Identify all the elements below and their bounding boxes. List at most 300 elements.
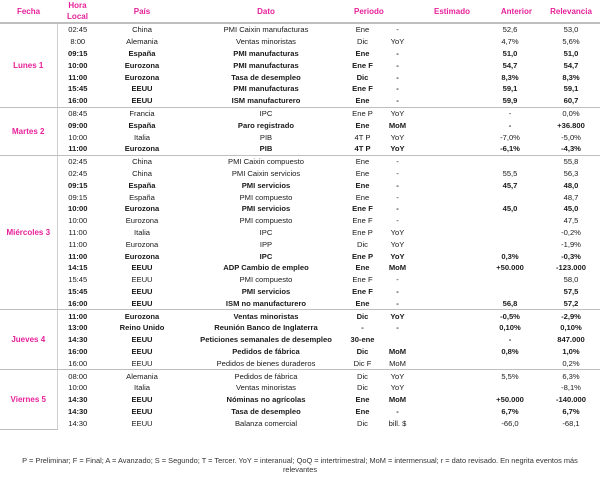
cell-previous: +36.800 [557,120,585,130]
cell-country: Eurozona [125,239,159,249]
cell-indicator: PMI servicios [241,286,291,296]
cell-previous: 6,3% [542,370,600,382]
table-row [0,179,600,191]
cell-unit: YoY [390,383,405,393]
cell-unit: - [396,298,399,308]
cell-unit-extra [416,310,478,322]
cell-unit: MoM [388,120,407,130]
cell-unit-extra [416,238,478,250]
cell-estimate [478,227,542,239]
cell-unit-extra [416,370,478,382]
cell-previous: 0,2% [562,358,580,368]
cell-unit: - [396,168,399,178]
cell-previous: 54,7 [563,60,579,70]
table-row [0,227,600,239]
cell-country: Eurozona [125,216,159,226]
cell-period: Ene [355,395,370,405]
cell-time: 10:00 [68,204,88,214]
cell-unit-extra [416,191,478,203]
cell-indicator: PMI manufacturas [233,60,299,70]
cell-unit-extra [416,394,478,406]
cell-previous: -68,1 [562,418,580,428]
cell-period: Ene F [352,275,373,285]
cell-time: 14:15 [68,263,88,273]
cell-previous: 53,0 [542,23,600,36]
cell-unit: - [396,406,399,416]
cell-estimate: 55,5 [502,168,518,178]
cell-estimate [478,155,542,167]
cell-country: China [98,155,186,167]
cell-country: China [132,168,152,178]
cell-country: EEUU [131,263,153,273]
cell-indicator: ISM no manufacturero [225,298,307,308]
cell-estimate [478,382,542,394]
cell-time: 08:45 [57,107,98,119]
cell-time: 14:30 [68,406,88,416]
cell-period: Dic F [353,358,372,368]
cell-country: EEUU [131,275,153,285]
cell-period: Ene [355,96,370,106]
cell-period: Ene P [346,107,379,119]
table-row [0,143,600,155]
cell-period: Ene F [352,60,373,70]
cell-unit-extra [416,286,478,298]
cell-period: Ene [355,192,370,202]
cell-unit-extra [416,59,478,71]
cell-country: EEUU [131,406,153,416]
table-row [0,36,600,48]
cell-period: Dic [356,72,369,82]
cell-country: EEUU [131,418,153,428]
cell-estimate: 5,5% [478,370,542,382]
cell-time: 15:45 [68,84,88,94]
cell-unit: - [396,192,399,202]
cell-period: Ene F [352,204,373,214]
cell-estimate: 0,8% [501,346,519,356]
table-row [0,71,600,83]
cell-period: 4T P [354,144,371,154]
table-row [0,83,600,95]
cell-indicator: IPC [259,227,273,237]
cell-indicator: Ventas minoristas [236,37,296,47]
cell-indicator: Pedidos de fábrica [232,346,300,356]
cell-previous: 5,6% [562,37,580,47]
cell-indicator: PMI Caixin servicios [231,168,301,178]
cell-unit: MoM [388,395,407,405]
cell-period: Ene [346,155,379,167]
legend-note: P = Preliminar; F = Final; A = Avanzado; S = Segundo; T = Tercer. YoY = interanual; QoQ = intertrimestral; MoM = intermensual; r = dato revisado. En negrita eventos más relevantes [22,456,578,474]
cell-unit-extra [416,131,478,143]
cell-time: 10:00 [68,60,88,70]
cell-indicator: Paro registrado [237,120,295,130]
cell-time: 09:15 [68,192,88,202]
cell-unit-extra [416,203,478,215]
table-row [0,334,600,346]
cell-previous: 48,7 [563,192,579,202]
cell-unit-extra [416,357,478,369]
cell-indicator: PIB [259,132,273,142]
cell-unit-extra [416,274,478,286]
cell-time: 09:00 [68,120,88,130]
cell-time: 11:00 [68,227,87,237]
cell-estimate: 8,3% [501,72,519,82]
header-pais: País [98,0,186,23]
cell-period: Ene P [351,251,374,261]
cell-unit-extra [416,48,478,60]
cell-estimate: -7,0% [500,132,520,142]
cell-period: Dic [357,239,368,249]
cell-time: 10:00 [68,383,88,393]
cell-previous: 48,0 [563,180,579,190]
cell-indicator: ISM manufacturero [231,96,301,106]
cell-indicator: Peticiones semanales de desempleo [200,335,332,345]
cell-period: Ene [355,180,370,190]
table-row [0,168,600,180]
cell-indicator: PMI compuesto [239,216,293,226]
table-row [0,95,600,107]
cell-country: Francia [98,107,186,119]
table-row [0,23,600,36]
cell-period: Dic [346,370,379,382]
cell-time: 11:00 [68,239,87,249]
cell-time: 08:00 [57,370,98,382]
cell-country: EEUU [131,96,153,106]
cell-previous: 45,0 [563,204,579,214]
cell-unit-extra [416,227,478,239]
cell-country: EEUU [131,358,153,368]
cell-unit: YoY [390,251,405,261]
cell-indicator: Balanza comercial [234,418,298,428]
cell-period: Ene [355,263,370,273]
cell-indicator: Tasa de desempleo [231,72,301,82]
cell-time: 14:30 [68,418,88,428]
cell-time: 02:45 [68,168,88,178]
cell-previous: 57,2 [563,298,579,308]
cell-time: 11:00 [68,144,88,154]
cell-unit-extra [416,95,478,107]
cell-unit: MoM [389,358,406,368]
cell-estimate: 52,6 [478,23,542,36]
cell-estimate: 59,9 [502,96,518,106]
cell-indicator: IPP [259,239,273,249]
cell-unit: YoY [390,37,405,47]
cell-previous: 0,10% [560,323,582,333]
cell-estimate [478,215,542,227]
cell-indicator: Reunión Banco de Inglaterra [214,323,318,333]
cell-period: Ene [355,120,370,130]
cell-previous: -8,1% [561,383,581,393]
cell-unit-extra [416,155,478,167]
cell-unit-extra [416,23,478,36]
cell-unit: - [396,323,399,333]
cell-unit [379,334,416,346]
table-row [0,131,600,143]
cell-country: Eurozona [124,204,160,214]
cell-unit: - [396,84,399,94]
cell-estimate: 0,10% [499,323,521,333]
cell-unit-extra [416,143,478,155]
cell-estimate: +50.000 [496,395,524,405]
header-estimado: Estimado [416,0,478,23]
table-row [0,215,600,227]
table-row [0,203,600,215]
cell-indicator: PMI Caixin manufacturas [186,23,346,36]
cell-time: 10:00 [68,132,88,142]
table-row [0,48,600,60]
cell-previous: -140.000 [556,395,586,405]
cell-period: Dic [357,418,368,428]
cell-country: EEUU [131,395,153,405]
cell-unit-extra [416,107,478,119]
cell-unit-extra [416,346,478,358]
cell-period: Ene [355,168,370,178]
cell-period: Ene [355,48,370,58]
day-label: Jueves 4 [0,310,57,370]
cell-previous: 1,0% [562,346,580,356]
cell-country: China [98,23,186,36]
cell-unit-extra [416,83,478,95]
cell-unit: YoY [390,144,405,154]
cell-unit: YoY [390,132,405,142]
cell-country: Alemania [126,37,158,47]
table-row [0,107,600,119]
cell-unit: - [379,23,416,36]
cell-country: España [128,48,156,58]
cell-country: EEUU [131,286,153,296]
cell-previous: -2,9% [542,310,600,322]
cell-previous: 55,8 [542,155,600,167]
cell-indicator: Nóminas no agrícolas [226,395,306,405]
cell-time: 16:00 [68,346,88,356]
cell-period: Ene F [352,84,373,94]
cell-period: Ene [355,298,370,308]
cell-time: 16:00 [68,298,88,308]
header-relevancia: Relevancia [542,0,600,23]
cell-estimate: - [508,120,512,130]
cell-period: Ene F [352,286,373,296]
cell-unit: MoM [388,263,407,273]
cell-time: 09:15 [68,48,88,58]
cell-estimate [478,357,542,369]
cell-previous: 847.000 [557,335,585,345]
cell-unit: YoY [379,370,416,382]
cell-indicator: PMI servicios [241,180,291,190]
cell-previous: -5,0% [561,132,581,142]
cell-unit: - [379,155,416,167]
cell-unit-extra [416,168,478,180]
cell-time: 09:15 [68,180,88,190]
cell-country: Eurozona [124,144,160,154]
cell-period: Ene [346,23,379,36]
cell-unit: - [396,204,399,214]
table-row [0,262,600,274]
cell-estimate: - [508,335,512,345]
cell-period: 30-ene [350,335,375,345]
cell-country: Alemania [98,370,186,382]
cell-previous: -1,9% [561,239,581,249]
header-hora-local: Hora Local [57,0,98,23]
cell-country: Reino Unido [119,323,165,333]
cell-indicator: PMI compuesto [239,275,293,285]
cell-previous: 6,7% [562,406,580,416]
cell-unit-extra [416,71,478,83]
cell-previous: -123.000 [556,263,586,273]
header-row [0,0,600,23]
cell-unit-extra [416,179,478,191]
cell-unit: - [396,216,399,226]
day-label: Martes 2 [0,107,57,155]
cell-indicator: IPC [186,107,346,119]
cell-indicator: PIB [259,144,273,154]
cell-unit-extra [416,250,478,262]
cell-indicator: PMI manufacturas [233,84,299,94]
cell-country: España [128,120,156,130]
cell-indicator: PMI Caixin compuesto [186,155,346,167]
cell-unit-extra [416,322,478,334]
cell-previous: 0,0% [542,107,600,119]
calendar-body [0,23,600,429]
cell-previous: 58,0 [563,275,579,285]
cell-previous: 59,1 [563,84,579,94]
cell-indicator: Ventas minoristas [236,383,296,393]
cell-country: EEUU [131,84,153,94]
cell-time: 11:00 [68,72,88,82]
cell-country: EEUU [131,346,153,356]
cell-unit-extra [416,36,478,48]
cell-previous: 47,5 [563,216,579,226]
cell-period: Dic [357,37,368,47]
cell-time: 15:45 [68,275,88,285]
cell-estimate [478,286,542,298]
cell-country: EEUU [131,298,153,308]
cell-estimate [478,238,542,250]
cell-time: 16:00 [68,358,88,368]
cell-unit-extra [416,417,478,429]
table-row [0,394,600,406]
cell-estimate: 56,8 [502,298,518,308]
cell-estimate: 6,7% [501,406,519,416]
cell-period: Dic [346,310,379,322]
cell-period: Ene [355,406,370,416]
cell-indicator: Tasa de desempleo [231,406,301,416]
cell-country: Eurozona [124,60,160,70]
cell-time: 15:45 [68,286,88,296]
cell-unit-extra [416,119,478,131]
cell-period: 4T P [354,132,371,142]
table-row [0,250,600,262]
table-row [0,370,600,382]
cell-unit: bill. $ [388,418,407,428]
cell-time: 13:00 [68,323,88,333]
cell-unit: YoY [379,107,416,119]
cell-unit-extra [416,334,478,346]
cell-unit: - [396,60,399,70]
table-row [0,119,600,131]
cell-unit: MoM [388,346,407,356]
cell-period: Dic [357,383,368,393]
table-row [0,382,600,394]
cell-unit-extra [416,262,478,274]
cell-time: 02:45 [57,155,98,167]
cell-country: EEUU [131,335,153,345]
cell-unit: - [396,180,399,190]
table-row [0,357,600,369]
cell-estimate: 59,1 [502,84,518,94]
table-row [0,59,600,71]
cell-time: 02:45 [57,23,98,36]
header-periodo: Periodo [346,0,416,23]
cell-estimate: 54,7 [502,60,518,70]
table-row [0,406,600,418]
cell-country: Italia [133,132,151,142]
table-row [0,417,600,429]
cell-time: 16:00 [68,96,88,106]
cell-estimate: - [478,107,542,119]
cell-estimate: -6,1% [500,144,520,154]
cell-unit: YoY [390,227,405,237]
cell-indicator: PMI compuesto [239,192,293,202]
table-row [0,310,600,322]
cell-country: Eurozona [98,310,186,322]
cell-period: - [361,323,364,333]
table-row [0,155,600,167]
cell-previous: 51,0 [563,48,579,58]
day-label: Lunes 1 [0,23,57,107]
cell-country: Eurozona [124,72,160,82]
cell-period: Dic [356,346,369,356]
table-row [0,274,600,286]
cell-estimate [478,274,542,286]
cell-indicator: Pedidos de fábrica [186,370,346,382]
cell-indicator: IPC [259,251,273,261]
cell-indicator: Ventas minoristas [186,310,346,322]
cell-estimate: 51,0 [502,48,518,58]
cell-previous: 60,7 [563,96,579,106]
cell-indicator: PMI servicios [241,204,291,214]
cell-estimate: -66,0 [501,418,519,428]
cell-time: 11:00 [68,251,88,261]
cell-previous: 56,3 [563,168,579,178]
cell-unit: - [396,72,399,82]
day-label: Viernes 5 [0,370,57,429]
cell-previous: -0,3% [561,251,581,261]
cell-time: 10:00 [68,216,88,226]
cell-unit: YoY [390,239,405,249]
cell-country: España [128,180,156,190]
cell-unit-extra [416,297,478,309]
table-row [0,286,600,298]
table-row [0,238,600,250]
header-dato: Dato [186,0,346,23]
cell-period: Ene P [352,227,373,237]
cell-unit-extra [416,215,478,227]
table-row [0,191,600,203]
cell-country: Italia [133,383,151,393]
cell-previous: -4,3% [561,144,581,154]
cell-estimate: 45,7 [502,180,518,190]
cell-estimate: -0,5% [478,310,542,322]
cell-indicator: PMI manufacturas [233,48,299,58]
cell-period: Ene F [352,216,373,226]
table-row [0,322,600,334]
cell-previous: -0,2% [561,227,581,237]
cell-previous: 8,3% [562,72,580,82]
cell-time: 8:00 [70,37,86,47]
cell-estimate: +50.000 [496,263,524,273]
cell-unit-extra [416,382,478,394]
header-anterior: Anterior [478,0,542,23]
cell-time: 14:30 [68,335,88,345]
